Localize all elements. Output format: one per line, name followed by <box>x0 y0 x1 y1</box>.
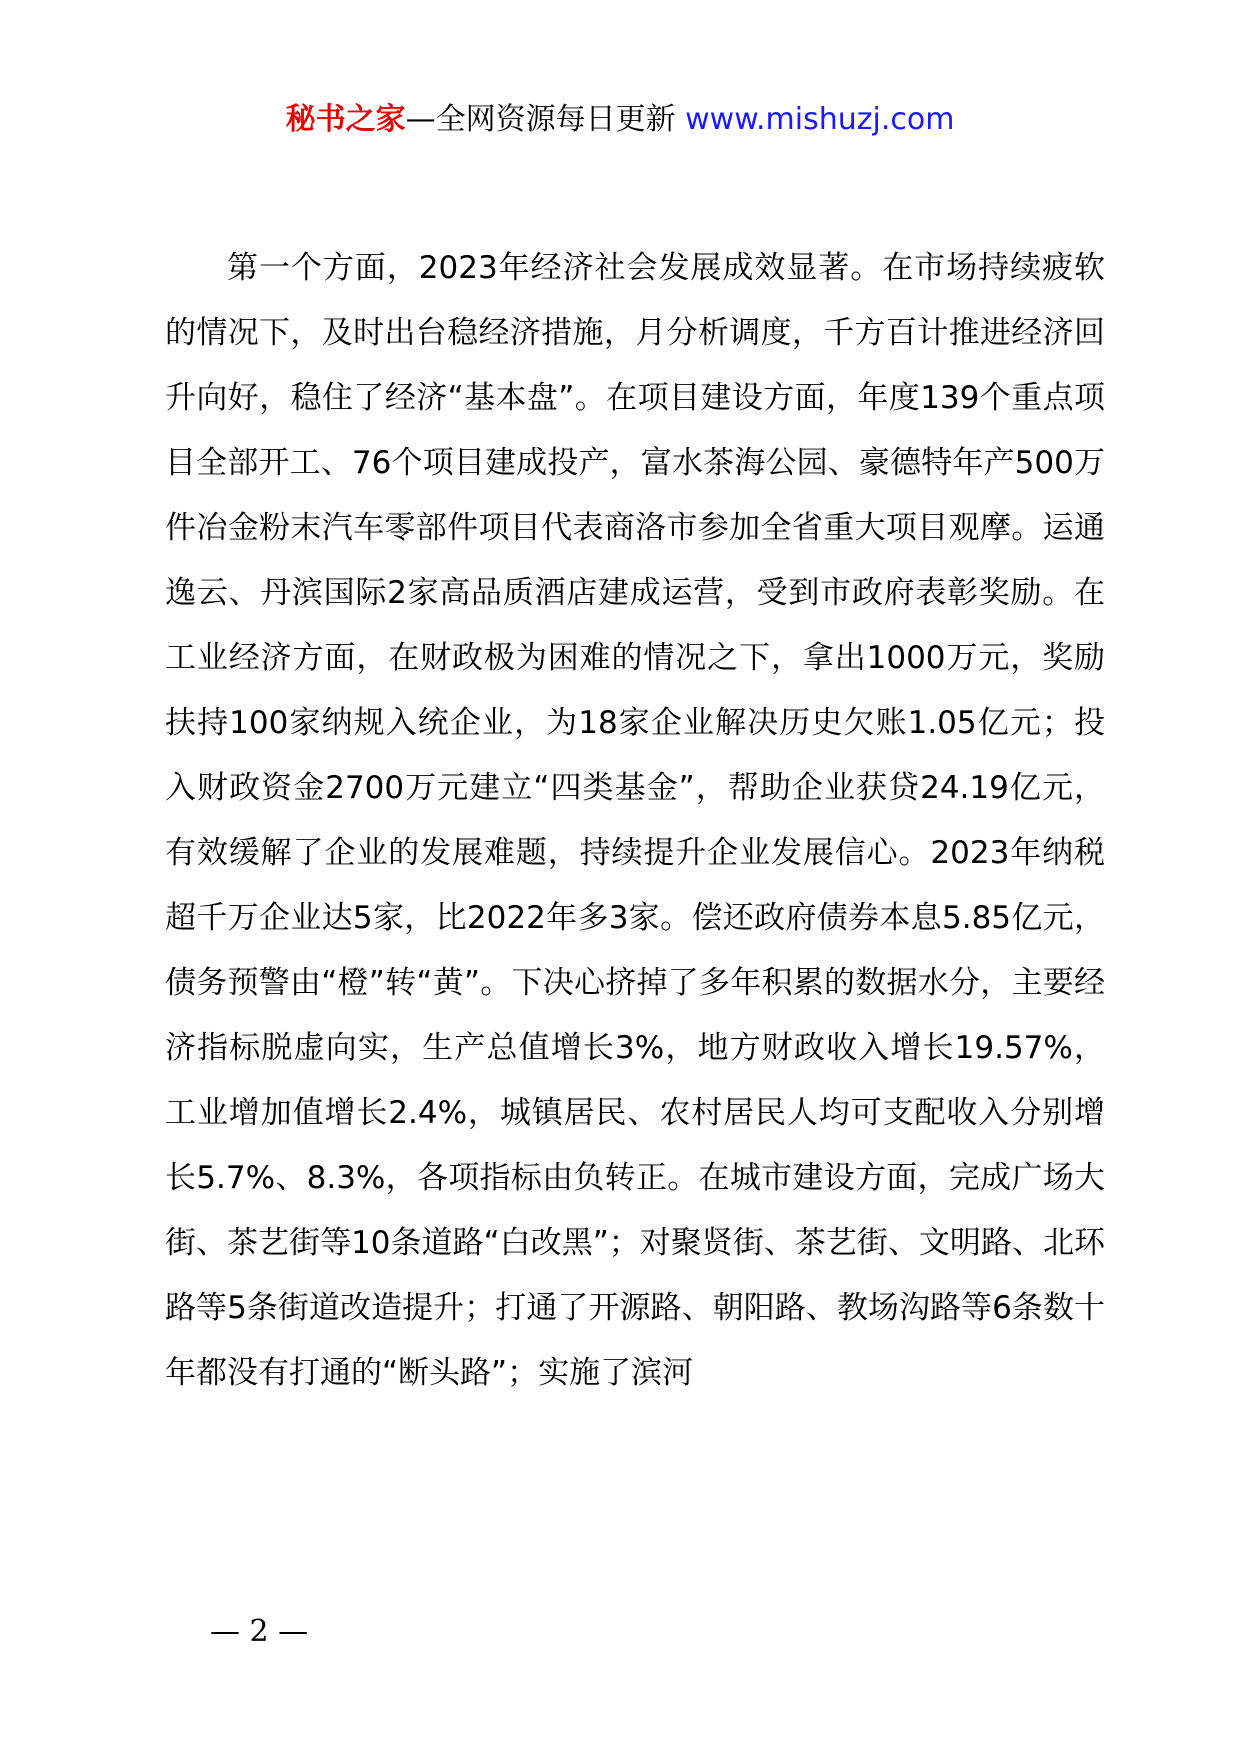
page-number: — 2 — <box>210 1614 309 1649</box>
brand-name: 秘书之家 <box>285 102 406 137</box>
body-paragraph: 第一个方面，2023年经济社会发展成效显著。在市场持续疲软的情况下，及时出台稳经济措施，月分析调度，千方百计推进经济回升向好，稳住了经济“基本盘”。在项目建设方面，年度139个重点项目全部开工、76个项目建成投产，富水茶海公园、豪德特年产500万件冶金粉末汽车零部件项目代表商洛市参加全省重大项目观摩。运通逸云、丹滨国际2家高品质酒店建成运营，受到市政府表彰奖励。在工业经济方面，在财政极为困难的情况之下，拿出1000万元，奖励扶持100家纳规入统企业，为18家企业解决历史欠账1.05亿元；投入财政资金2700万元建立“四类基金”，帮助企业获贷24.19亿元，有效缓解了企业的发展难题，持续提升企业发展信心。2023年纳税超千万企业达5家，比2022年多3家。偿还政府债券本息5.85亿元，债务预警由“橙”转“黄”。下决心挤掉了多年积累的数据水分，主要经济指标脱虚向实，生产总值增长3%，地方财政收入增长19.57%，工业增加值增长2.4%，城镇居民、农村居民人均可支配收入分别增长5.7%、8.3%，各项指标由负转正。在城市建设方面，完成广场大街、茶艺街等10条道路“白改黑”；对聚贤街、茶艺街、文明路、北环路等5条街道改造提升；打通了开源路、朝阳路、教场沟路等6条数十年都没有打通的“断头路”；实施了滨河 <box>165 250 1105 1391</box>
header-tagline: —全网资源每日更新 <box>405 102 676 137</box>
website-link[interactable]: www.mishuzj.com <box>685 102 955 137</box>
page-header <box>0 100 1240 140</box>
